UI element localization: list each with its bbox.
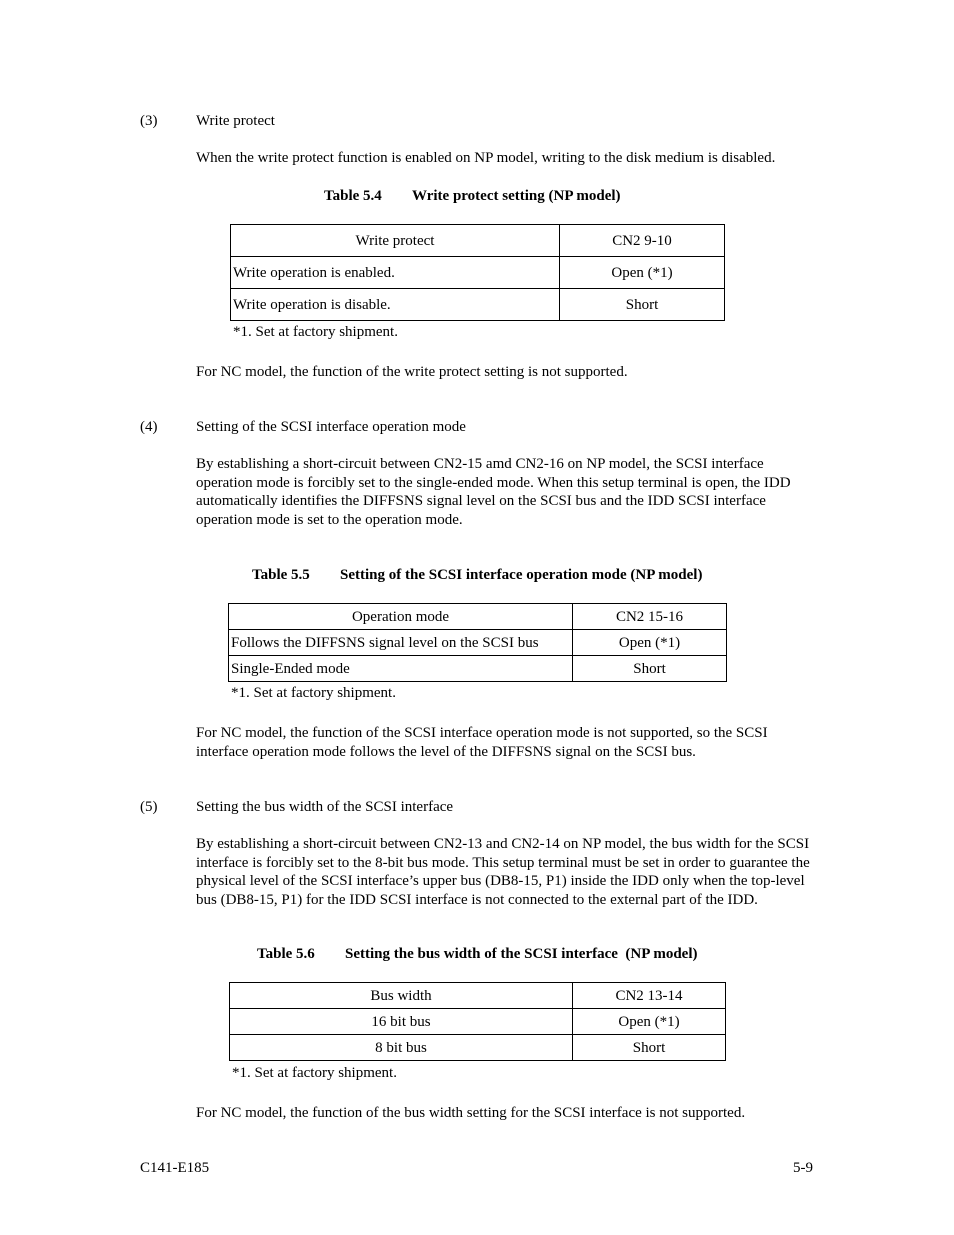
table-header-row [231,225,725,257]
table-row [229,656,727,682]
section-3-number: (3) [140,113,158,129]
table-cell: Open (*1) [573,1009,726,1035]
section-5-number: (5) [140,799,158,815]
table-5-5-footnote: *1. Set at factory shipment. [231,685,396,701]
table-row [231,289,725,321]
section-5-title: Setting the bus width of the SCSI interface [196,799,454,815]
table-cell: Short [573,656,727,682]
table-cell: Open (*1) [560,257,725,289]
table-5-5-number: Table 5.5 [252,567,310,583]
table-5-4-number: Table 5.4 [324,188,382,204]
table-5-5 [228,603,727,682]
section-5-after: For NC model, the function of the bus width setting for the SCSI interface is not supported. [196,1105,746,1121]
section-3-title: Write protect [196,113,275,129]
table-header-row [229,604,727,630]
table-5-4-caption [324,187,621,206]
table-cell: Write operation is disable. [231,289,560,321]
footer-page-number: 5-9 [793,1160,813,1176]
table-5-5-title: Setting of the SCSI interface operation mode (NP model) [340,567,703,583]
table-cell: Short [573,1035,726,1061]
section-4-number: (4) [140,419,158,435]
table-header-cell: CN2 9-10 [560,225,725,257]
table-header-cell: CN2 15-16 [573,604,727,630]
section-3-after: For NC model, the function of the write protect setting is not supported. [196,364,628,380]
table-row [230,1035,726,1061]
section-4-after: For NC model, the function of the SCSI interface operation mode is not supported, so the SCSI interface operation mode follows the level of the DIFFSNS signal on the SCSI bus. [196,725,768,760]
table-header-cell: CN2 13-14 [573,983,726,1009]
table-5-6-number: Table 5.6 [257,946,315,962]
table-cell: Short [560,289,725,321]
section-3-intro: When the write protect function is enabled on NP model, writing to the disk medium is disabled. [196,150,776,166]
table-5-6 [229,982,726,1061]
table-5-6-caption [257,945,698,964]
table-5-4 [230,224,725,321]
section-4-title: Setting of the SCSI interface operation mode [196,419,466,435]
section-5-intro: By establishing a short-circuit between CN2-13 and CN2-14 on NP model, the bus width for the SCSI interface is forcibly set to the 8-bit bus mode. This setup terminal must be set in order to guarantee the physical level of the SCSI interface’s upper bus (DB8-15, P1) inside the IDD only when the top-level bus (DB8-15, P1) for the IDD SCSI interface is not connected to the external part of the IDD. [196,836,810,908]
table-row [230,1009,726,1035]
table-5-6-footnote: *1. Set at factory shipment. [232,1065,397,1081]
table-row [229,630,727,656]
table-cell: 8 bit bus [230,1035,573,1061]
table-cell: Follows the DIFFSNS signal level on the SCSI bus [229,630,573,656]
section-4-intro: By establishing a short-circuit between CN2-15 amd CN2-16 on NP model, the SCSI interface operation mode is forcibly set to the single-ended mode. When this setup terminal is open, the IDD automatically identifies the DIFFSNS signal level on the SCSI bus and the IDD SCSI interface operation mode is set to the operation mode. [196,456,791,528]
table-row [231,257,725,289]
table-header-cell: Write protect [231,225,560,257]
table-header-cell: Bus width [230,983,573,1009]
table-header-row [230,983,726,1009]
table-cell: Open (*1) [573,630,727,656]
table-5-5-caption [252,566,702,585]
table-cell: Single-Ended mode [229,656,573,682]
table-5-4-title: Write protect setting (NP model) [412,188,621,204]
table-cell: 16 bit bus [230,1009,573,1035]
table-header-cell: Operation mode [229,604,573,630]
table-cell: Write operation is enabled. [231,257,560,289]
table-5-4-footnote: *1. Set at factory shipment. [233,324,398,340]
footer-doc-id: C141-E185 [140,1160,210,1176]
table-5-6-title: Setting the bus width of the SCSI interface (NP model) [345,946,698,962]
